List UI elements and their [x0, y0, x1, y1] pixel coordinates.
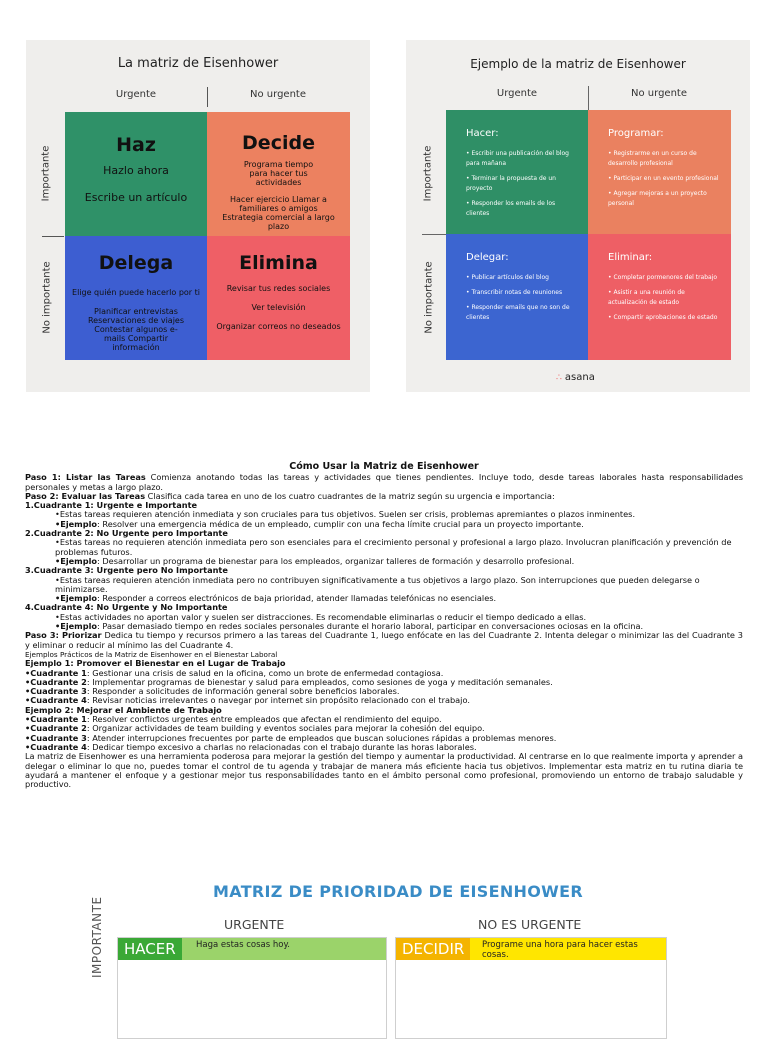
paso3-label: Paso 3: Priorizar	[25, 630, 102, 641]
item-text: : Gestionar una crisis de salud en la oficina, como un brote de enfermedad contagiosa.	[86, 667, 444, 678]
quadrant-list	[446, 273, 588, 323]
list-item: • Registrarme en un curso de desarrollo profesional	[608, 149, 723, 169]
item-text: : Organizar actividades de team building y eventos sociales para mejorar la cohesión del equipo.	[86, 723, 485, 734]
example-text: : Pasar demasiado tiempo en redes sociales personales durante el horario laboral, participar en conversaciones ociosas en la oficina.	[97, 621, 644, 632]
item-label: •Cuadrante 2	[25, 723, 87, 734]
quadrant-line: Revisar tus redes sociales	[226, 284, 331, 293]
item-label: •Cuadrante 1	[25, 667, 87, 678]
item-label: •Cuadrante 4	[25, 741, 87, 752]
example-label: •Ejemplo	[55, 518, 98, 529]
quadrant-heading: Decide	[242, 132, 315, 154]
list-item: • Compartir aprobaciones de estado	[608, 313, 723, 323]
quadrant-line: Ver televisión	[251, 303, 306, 312]
item-text: : Responder a solicitudes de información general sobre beneficios laborales.	[86, 686, 400, 697]
cuadrante2-title: 2.Cuadrante 2: No Urgente pero Importante	[25, 528, 228, 539]
list-item: • Responder los emails de los clientes	[466, 199, 580, 219]
priority-col-urgent: URGENTE	[224, 917, 285, 932]
quadrant-heading: Delega	[98, 252, 174, 274]
example-text: : Resolver una emergencia médica de un empleado, cumplir con una fecha límite crucial para un proyecto importante.	[97, 518, 584, 529]
matrix2-quadrant-hacer	[446, 110, 588, 234]
matrix2-row-important: Importante	[422, 145, 434, 202]
priority-row-important: IMPORTANTE	[90, 896, 104, 978]
asana-dots-icon: ∴	[556, 373, 562, 383]
quadrant-example: Hacer ejercicio Llamar a familiares o amigos Estrategia comercial a largo plazo	[222, 195, 335, 231]
matrix2-title: Ejemplo de la matriz de Eisenhower	[470, 57, 686, 71]
item-text: : Revisar noticias irrelevantes o navegar por internet sin propósito relacionado con el trabajo.	[86, 695, 470, 706]
conclusion-paragraph: La matriz de Eisenhower es una herramienta poderosa para mejorar la gestión del tiempo y aumentar la productividad. Al centrarse en lo que realmente importa y aprender a delegar o eliminar lo que no, puedes tomar el control de tu agenda y trabajar de manera más eficiente hacia tus objetivos. Implementar esta matriz en tu rutina diaria te ayudará a mantener el enfoque y a gestionar mejor tus responsabilidades tanto en el ámbito personal como profesional, promoviendo un entorno de trabajo saludable y productivo.	[25, 751, 743, 790]
quadrant-heading: Hacer:	[466, 128, 499, 139]
paso3-text: Dedica tu tiempo y recursos primero a las tareas del Cuadrante 1, luego enfócate en las del Cuadrante 2. Intenta delegar o minimizar las del Cuadrante 3 y eliminar o reducir al mínimo las del Cuadrante 4.	[25, 630, 744, 650]
cuadrante1-bullet: •Estas tareas requieren atención inmediata y son cruciales para tus objetivos. Suelen ser crisis, problemas apremiantes o plazos inminentes.	[55, 509, 636, 520]
cuadrante3-title: 3.Cuadrante 3: Urgente pero No Importante	[25, 565, 228, 576]
eisenhower-matrix-image-2	[406, 40, 750, 392]
quadrant-sub: Programa tiempo para hacer tus actividades	[243, 160, 314, 187]
item-label: •Cuadrante 3	[25, 732, 87, 743]
matrix2-col-urgent: Urgente	[496, 88, 538, 99]
cell-hacer-desc: Haga estas cosas hoy.	[196, 940, 290, 950]
item-text: : Resolver conflictos urgentes entre empleados que afectan el rendimiento del equipo.	[86, 714, 442, 725]
example-label: •Ejemplo	[55, 593, 98, 604]
matrix2-divider-h	[422, 234, 446, 235]
matrix1-row-not-important: No importante	[41, 261, 53, 334]
quadrant-heading: Programar:	[608, 128, 664, 139]
paragraph-paso1	[25, 473, 743, 492]
ejemplo1-title: Ejemplo 1: Promover el Bienestar en el Lugar de Trabajo	[25, 658, 286, 669]
matrix1-divider-h	[42, 236, 64, 237]
asana-logo-text: asana	[564, 372, 595, 383]
matrix1-quadrant-delega	[65, 236, 207, 360]
paso1-label: Paso 1: Listar las Tareas	[25, 472, 146, 483]
example-label: •Ejemplo	[55, 621, 98, 632]
matrix1-divider	[207, 87, 208, 107]
matrix2-quadrant-eliminar	[588, 234, 731, 360]
quadrant-example: Planificar entrevistas Reservaciones de viajes Contestar algunos e-mails Compartir información	[87, 307, 185, 352]
quadrant-heading: Haz	[116, 134, 156, 156]
item-text: : Atender interrupciones frecuentes por parte de empleados que buscan soluciones rápidas a problemas menores.	[86, 732, 557, 743]
paso1-text: Comienza anotando todas las tareas y actividades que tienes pendientes. Incluye todo, desde tareas laborales hasta responsabilidades personales y metas a largo plazo.	[25, 472, 743, 492]
list-item: • Completar pormenores del trabajo	[608, 273, 723, 283]
list-item: • Responder emails que no son de clientes	[466, 303, 580, 323]
priority-matrix-title: MATRIZ DE PRIORIDAD DE EISENHOWER	[213, 882, 583, 901]
cuadrante4-title: 4.Cuadrante 4: No Urgente y No Importante	[25, 602, 228, 613]
quadrant-sub: Elige quién puede hacerlo por ti	[72, 288, 200, 297]
cuadrante4-bullet: •Estas actividades no aportan valor y suelen ser distracciones. Es recomendable eliminarlas o reducir el tiempo dedicado a ellas.	[55, 611, 587, 622]
quadrant-list	[446, 149, 588, 219]
list-item: • Publicar artículos del blog	[466, 273, 580, 283]
example-label: •Ejemplo	[55, 555, 98, 566]
example-text: : Responder a correos electrónicos de baja prioridad, atender llamadas telefónicas no esenciales.	[97, 593, 497, 604]
cuadrante3-bullet: •Estas tareas requieren atención inmediata pero no contribuyen significativamente a tus objetivos a largo plazo. Son interrupciones que pueden delegarse o minimizarse.	[55, 574, 700, 594]
cuadrante1-title: 1.Cuadrante 1: Urgente e Importante	[25, 500, 198, 511]
matrix2-quadrant-delegar	[446, 234, 588, 360]
list-item: • Escribir una publicación del blog para mañana	[466, 149, 580, 169]
matrix2-divider	[588, 86, 589, 112]
quadrant-example: Escribe un artículo	[84, 191, 188, 204]
ejemplos-heading: Ejemplos Prácticos de la Matriz de Eisenhower en el Bienestar Laboral	[25, 649, 278, 659]
asana-logo	[556, 372, 595, 383]
priority-matrix-grid	[117, 937, 669, 1027]
list-item: • Transcribir notas de reuniones	[466, 288, 580, 298]
cuadrante2-bullet: •Estas tareas no requieren atención inmediata pero son esenciales para el crecimiento personal y profesional a largo plazo. Involucran planificación y prevención de problemas futuros.	[55, 537, 732, 557]
list-item: • Terminar la propuesta de un proyecto	[466, 174, 580, 194]
item-text: : Implementar programas de bienestar y salud para empleados, como sesiones de yoga y meditación semanales.	[86, 676, 553, 687]
document-body	[25, 462, 743, 789]
list-item: • Agregar mejoras a un proyecto personal	[608, 189, 723, 209]
item-text: : Dedicar tiempo excesivo a charlas no relacionadas con el trabajo durante las horas laborales.	[86, 741, 477, 752]
matrix2-row-not-important: No importante	[423, 261, 435, 334]
ejemplo2-title: Ejemplo 2: Mejorar el Ambiente de Trabajo	[25, 704, 222, 715]
quadrant-list	[588, 149, 731, 209]
cell-decidir-desc: Programe una hora para hacer estas cosas.	[482, 940, 638, 960]
matrix1-title: La matriz de Eisenhower	[117, 56, 279, 71]
matrix1-col-not-urgent: No urgente	[250, 89, 306, 100]
quadrant-list	[588, 273, 731, 323]
cell-decidir-label: DECIDIR	[396, 938, 470, 960]
item-label: •Cuadrante 1	[25, 714, 87, 725]
matrix1-col-urgent: Urgente	[115, 89, 157, 100]
paragraph-paso3	[25, 631, 743, 650]
matrix1-row-important: Importante	[40, 145, 52, 202]
item-label: •Cuadrante 3	[25, 686, 87, 697]
matrix2-quadrant-programar	[588, 110, 731, 234]
priority-col-not-urgent: NO ES URGENTE	[478, 917, 582, 932]
list-item: • Participar en un evento profesional	[608, 174, 723, 184]
paso2-label: Paso 2: Evaluar las Tareas	[25, 490, 146, 501]
paso2-text: Clasifica cada tarea en uno de los cuatro cuadrantes de la matriz según su urgencia e importancia:	[145, 490, 555, 501]
item-label: •Cuadrante 4	[25, 695, 87, 706]
cell-hacer-label: HACER	[118, 938, 182, 960]
quadrant-heading: Elimina	[239, 252, 318, 274]
list-item: • Asistir a una reunión de actualización de estado	[608, 288, 723, 308]
matrix2-col-not-urgent: No urgente	[631, 88, 687, 99]
quadrant-line: Organizar correos no deseados	[216, 322, 341, 331]
example-text: : Desarrollar un programa de bienestar para los empleados, organizar talleres de formación y desarrollo profesional.	[97, 555, 575, 566]
item-label: •Cuadrante 2	[25, 676, 87, 687]
quadrant-heading: Eliminar:	[608, 252, 653, 263]
document-title: Cómo Usar la Matriz de Eisenhower	[289, 461, 479, 472]
matrix1-quadrant-decide	[207, 112, 350, 236]
matrix1-quadrant-elimina	[207, 236, 350, 360]
matrix1-quadrant-haz	[65, 112, 207, 236]
quadrant-heading: Delegar:	[466, 252, 509, 263]
quadrant-sub: Hazlo ahora	[103, 164, 169, 177]
eisenhower-matrix-image-1	[26, 40, 370, 392]
